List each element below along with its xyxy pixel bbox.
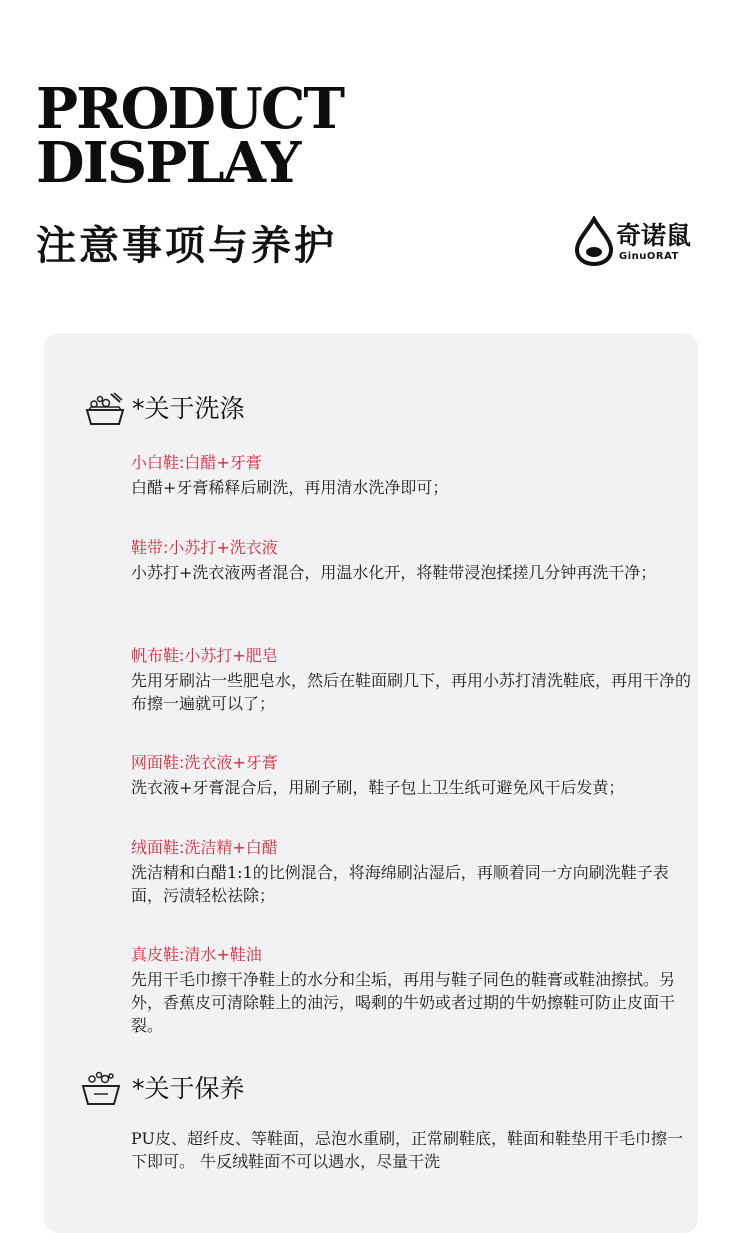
wash-item-body: 先用干毛巾擦干净鞋上的水分和尘垢，再用与鞋子同色的鞋膏或鞋油擦拭。另外，香蕉皮可清除鞋上的油污，喝剩的牛奶或者过期的牛奶擦鞋可防止皮面干裂。 bbox=[131, 970, 676, 1035]
care-body-block bbox=[131, 1125, 691, 1173]
wash-item-title: 绒面鞋:洗洁精+白醋 bbox=[131, 838, 278, 857]
wash-item-title: 真皮鞋:清水+鞋油 bbox=[131, 945, 262, 964]
care-body-text: PU皮、超纤皮、等鞋面，忌泡水重刷，正常刷鞋底，鞋面和鞋垫用干毛巾擦一下即可。 牛反绒鞋面不可以遇水，尽量干洗 bbox=[131, 1129, 683, 1171]
hero-title bbox=[36, 76, 344, 196]
brand-name-en: GinuORAT bbox=[619, 251, 679, 262]
hero-title-line-1: PRODUCT bbox=[36, 76, 344, 142]
wash-item-shoelaces bbox=[131, 537, 691, 584]
water-drop-logo-icon bbox=[574, 216, 614, 266]
brand-name-cn: 奇诺鼠 bbox=[616, 221, 692, 250]
wash-item-suede-shoes bbox=[131, 837, 691, 907]
wash-item-canvas-shoes bbox=[131, 645, 691, 715]
wash-item-body: 白醋+牙膏稀释后刷洗，再用清水洗净即可； bbox=[131, 478, 449, 497]
wash-item-title: 小白鞋:白醋+牙膏 bbox=[131, 453, 262, 472]
wash-item-title: 帆布鞋:小苏打+肥皂 bbox=[131, 646, 278, 665]
care-section-title: *关于保养 bbox=[132, 1074, 245, 1103]
wash-item-mesh-shoes bbox=[131, 752, 691, 799]
wash-item-white-shoes bbox=[131, 452, 691, 499]
wash-item-body: 先用牙刷沾一些肥皂水，然后在鞋面刷几下，再用小苏打清洗鞋底，再用干净的布擦一遍就可以了； bbox=[131, 671, 692, 713]
wash-item-leather-shoes bbox=[131, 944, 691, 1037]
brand-logo bbox=[574, 214, 704, 270]
washing-section-title: *关于洗涤 bbox=[132, 394, 245, 423]
wash-basin-icon bbox=[80, 1068, 122, 1108]
wash-item-body: 小苏打+洗衣液两者混合，用温水化开，将鞋带浸泡揉搓几分钟再洗干净； bbox=[131, 563, 657, 582]
page-subtitle: 注意事项与养护 bbox=[36, 223, 337, 269]
wash-item-title: 网面鞋:洗衣液+牙膏 bbox=[131, 753, 278, 772]
hero-title-line-2: DISPLAY bbox=[36, 130, 300, 196]
wash-item-body: 洗衣液+牙膏混合后，用刷子刷，鞋子包上卫生纸可避免风干后发黄； bbox=[131, 778, 625, 797]
wash-item-body: 洗洁精和白醋1:1的比例混合，将海绵刷沾湿后，再顺着同一方向刷洗鞋子表面，污渍轻松祛除； bbox=[131, 863, 669, 905]
wash-basin-icon bbox=[84, 390, 126, 430]
wash-item-title: 鞋带:小苏打+洗衣液 bbox=[131, 538, 278, 557]
